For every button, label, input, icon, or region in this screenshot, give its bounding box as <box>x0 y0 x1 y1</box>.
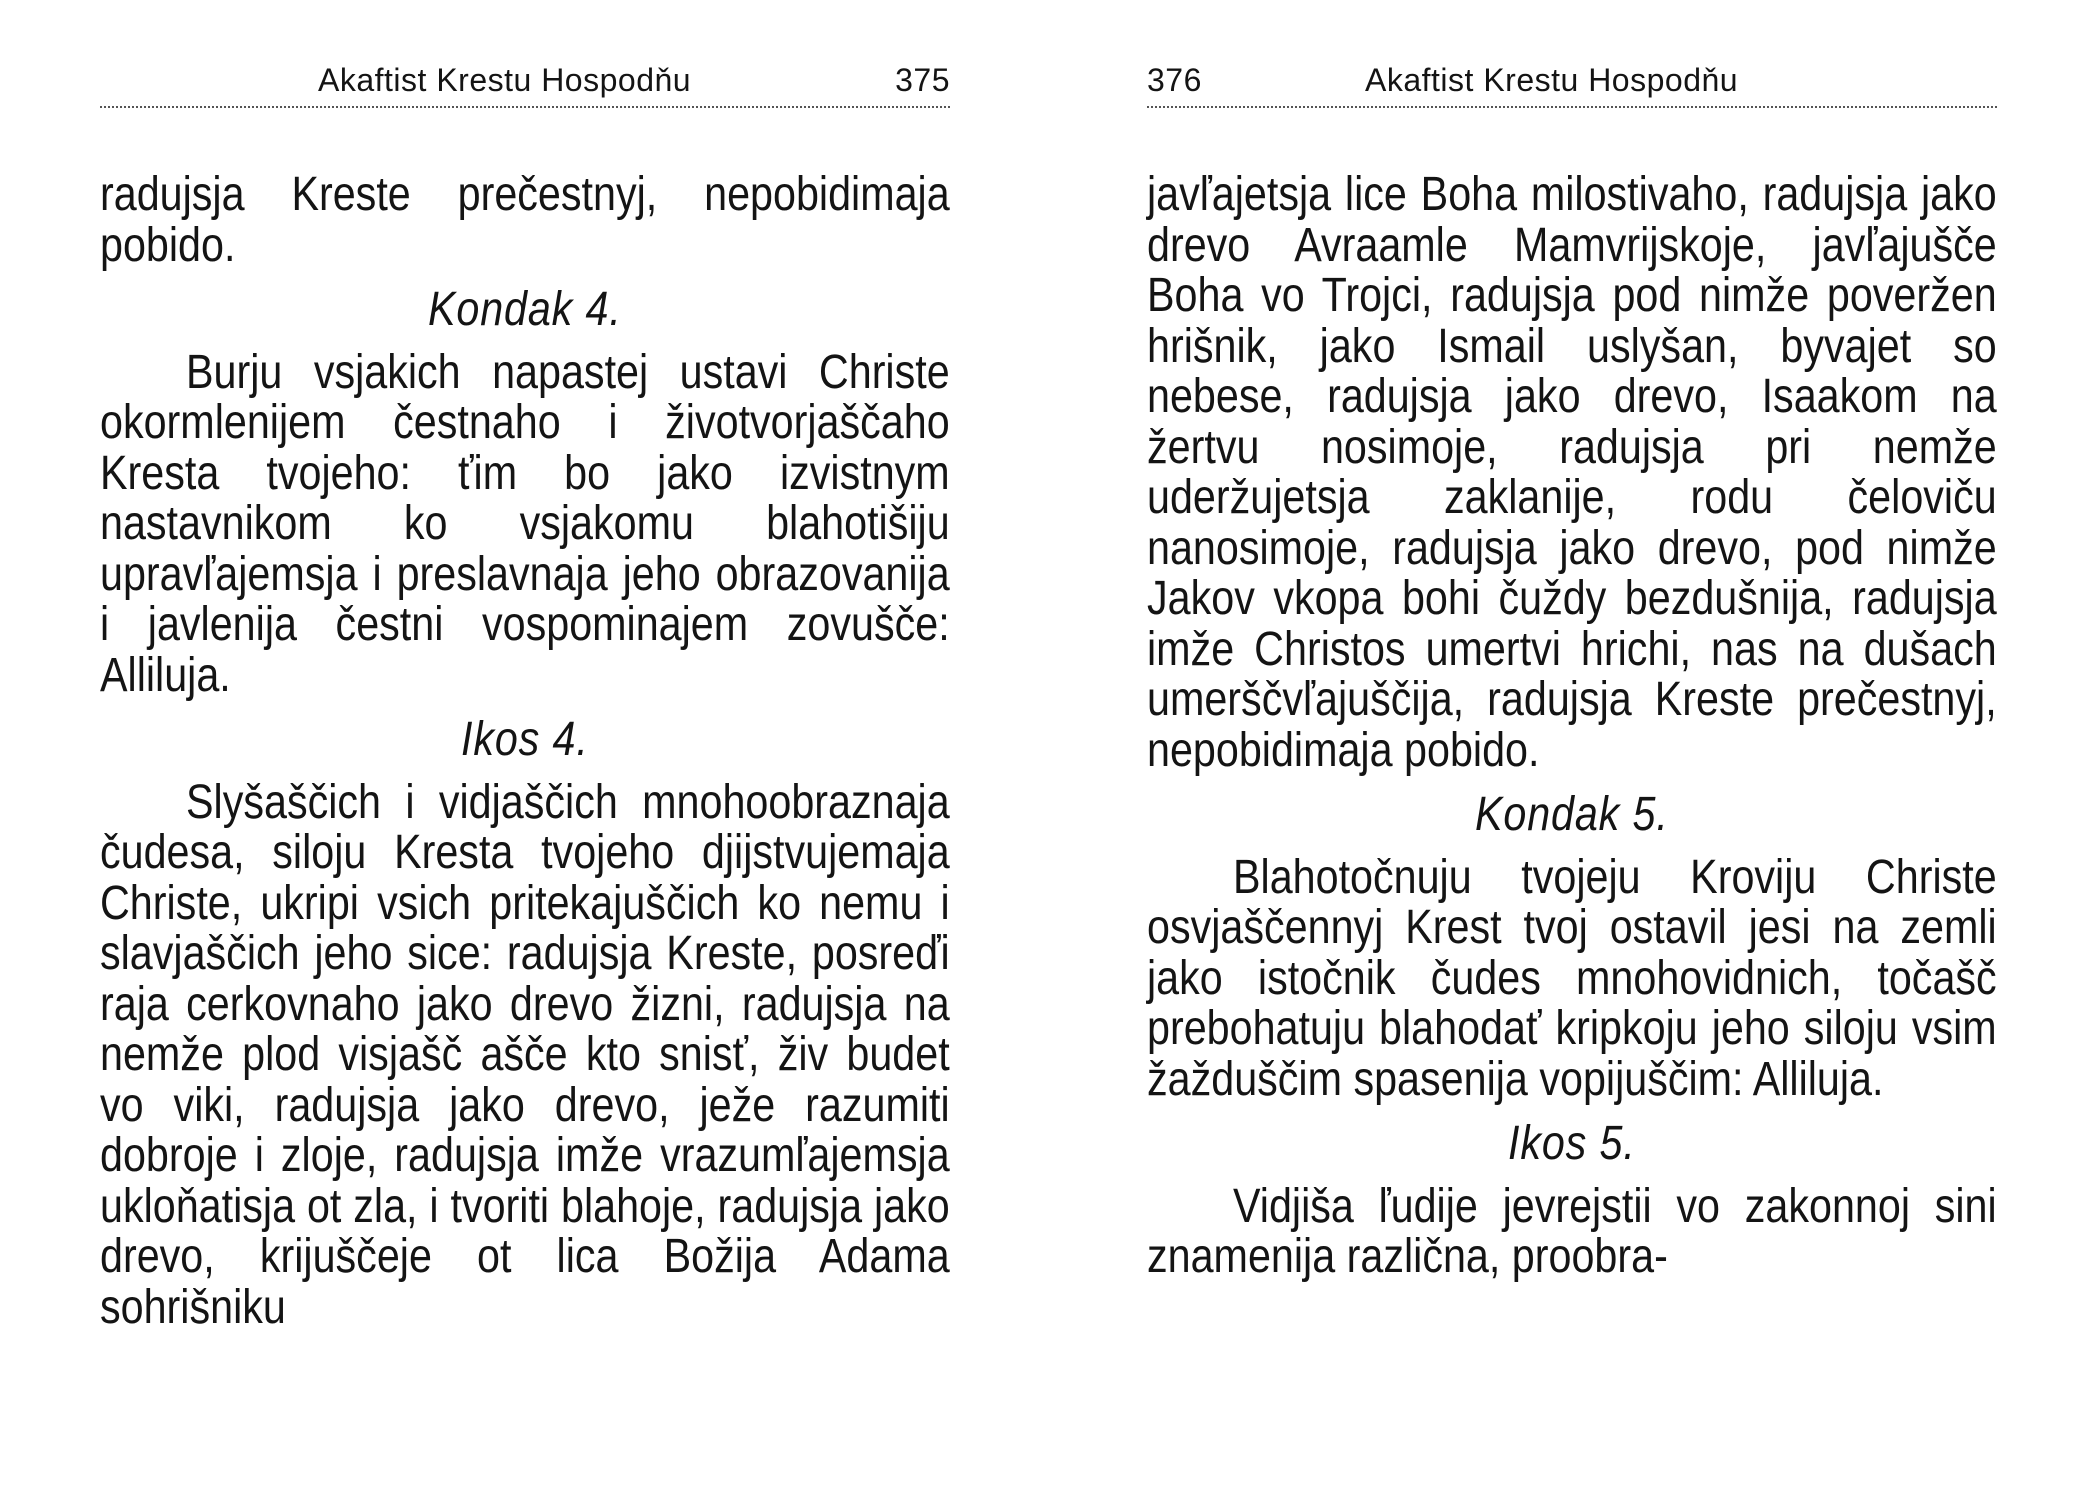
paragraph: Blahotočnuju tvojeju Kroviju Christe osvjaščennyj Krest tvoj ostavil jesi na zemli jako istočnik čudes mnohovidnich, točašč prebohatuju blahodať kripkoju jeho siloju vsim žažduščim spasenija vopijuščim: Alliluja. <box>1147 850 1997 1106</box>
right-page <box>1147 0 1997 1500</box>
left-body-text <box>100 168 950 1334</box>
right-body-text <box>1147 168 1997 1283</box>
section-heading: Ikos 5. <box>1508 1117 1636 1170</box>
right-running-title: Akaftist Krestu Hospodňu <box>1365 62 1739 98</box>
left-running-title: Akaftist Krestu Hospodňu <box>318 62 692 98</box>
right-running-header <box>1147 62 1997 108</box>
paragraph: Vidjiša ľudije jevrejstii vo zakonnoj sini znamenija različna, proobra- <box>1147 1179 1997 1283</box>
section-heading: Kondak 5. <box>1475 788 1669 841</box>
section-heading: Ikos 4. <box>461 713 589 766</box>
paragraph: javľajetsja lice Boha milostivaho, radujsja jako drevo Avraamle Mamvrijskoje, javľajušče Boha vo Trojci, radujsja pod nimže poveržen hrišnik, jako Ismail uslyšan, byvajet so nebese, radujsja jako drevo, Isaakom na žertvu nosimoje, radujsja pri nemže uderžujetsja zaklanije, rodu čeloviču nanosimoje, radujsja jako drevo, pod nimže Jakov vkopa bohi čuždy bezdušnija, radujsja imže Christos umertvi hrichi, nas na dušach umerščvľajuščija, radujsja Kreste prečestnyj, nepobidimaja pobido. <box>1147 168 1997 777</box>
paragraph: radujsja Kreste prečestnyj, nepobidimaja pobido. <box>100 168 950 272</box>
paragraph: Burju vsjakich napastej ustavi Christe okormlenijem čestnaho i životvorjaščaho Kresta tvojeho: ťim bo jako izvistnym nastavnikom ko vsjakomu blahotišiju upravľajemsja i preslavnaja jeho obrazovanija i javlenija čestni vospominajem zovušče: Alliluja. <box>100 345 950 702</box>
right-page-number: 376 <box>1147 62 1202 98</box>
left-running-header <box>100 62 950 108</box>
section-heading: Kondak 4. <box>428 283 622 336</box>
paragraph: Slyšaščich i vidjaščich mnohoobraznaja čudesa, siloju Kresta tvojeho djijstvujemaja Christe, ukripi vsich pritekajuščich ko nemu i slavjaščich jeho sice: radujsja Kreste, posreďi raja cerkovnaho jako drevo žizni, radujsja na nemže plod visjašč ašče kto snisť, živ budet vo viki, radujsja jako drevo, ježe razumiti dobroje i zloje, radujsja imže vrazumľajemsja ukloňatisja ot zla, i tvoriti blahoje, radujsja jako drevo, krijuščeje ot lica Božija Adama sohrišniku <box>100 775 950 1334</box>
left-page <box>100 0 950 1500</box>
left-page-number: 375 <box>895 62 950 98</box>
